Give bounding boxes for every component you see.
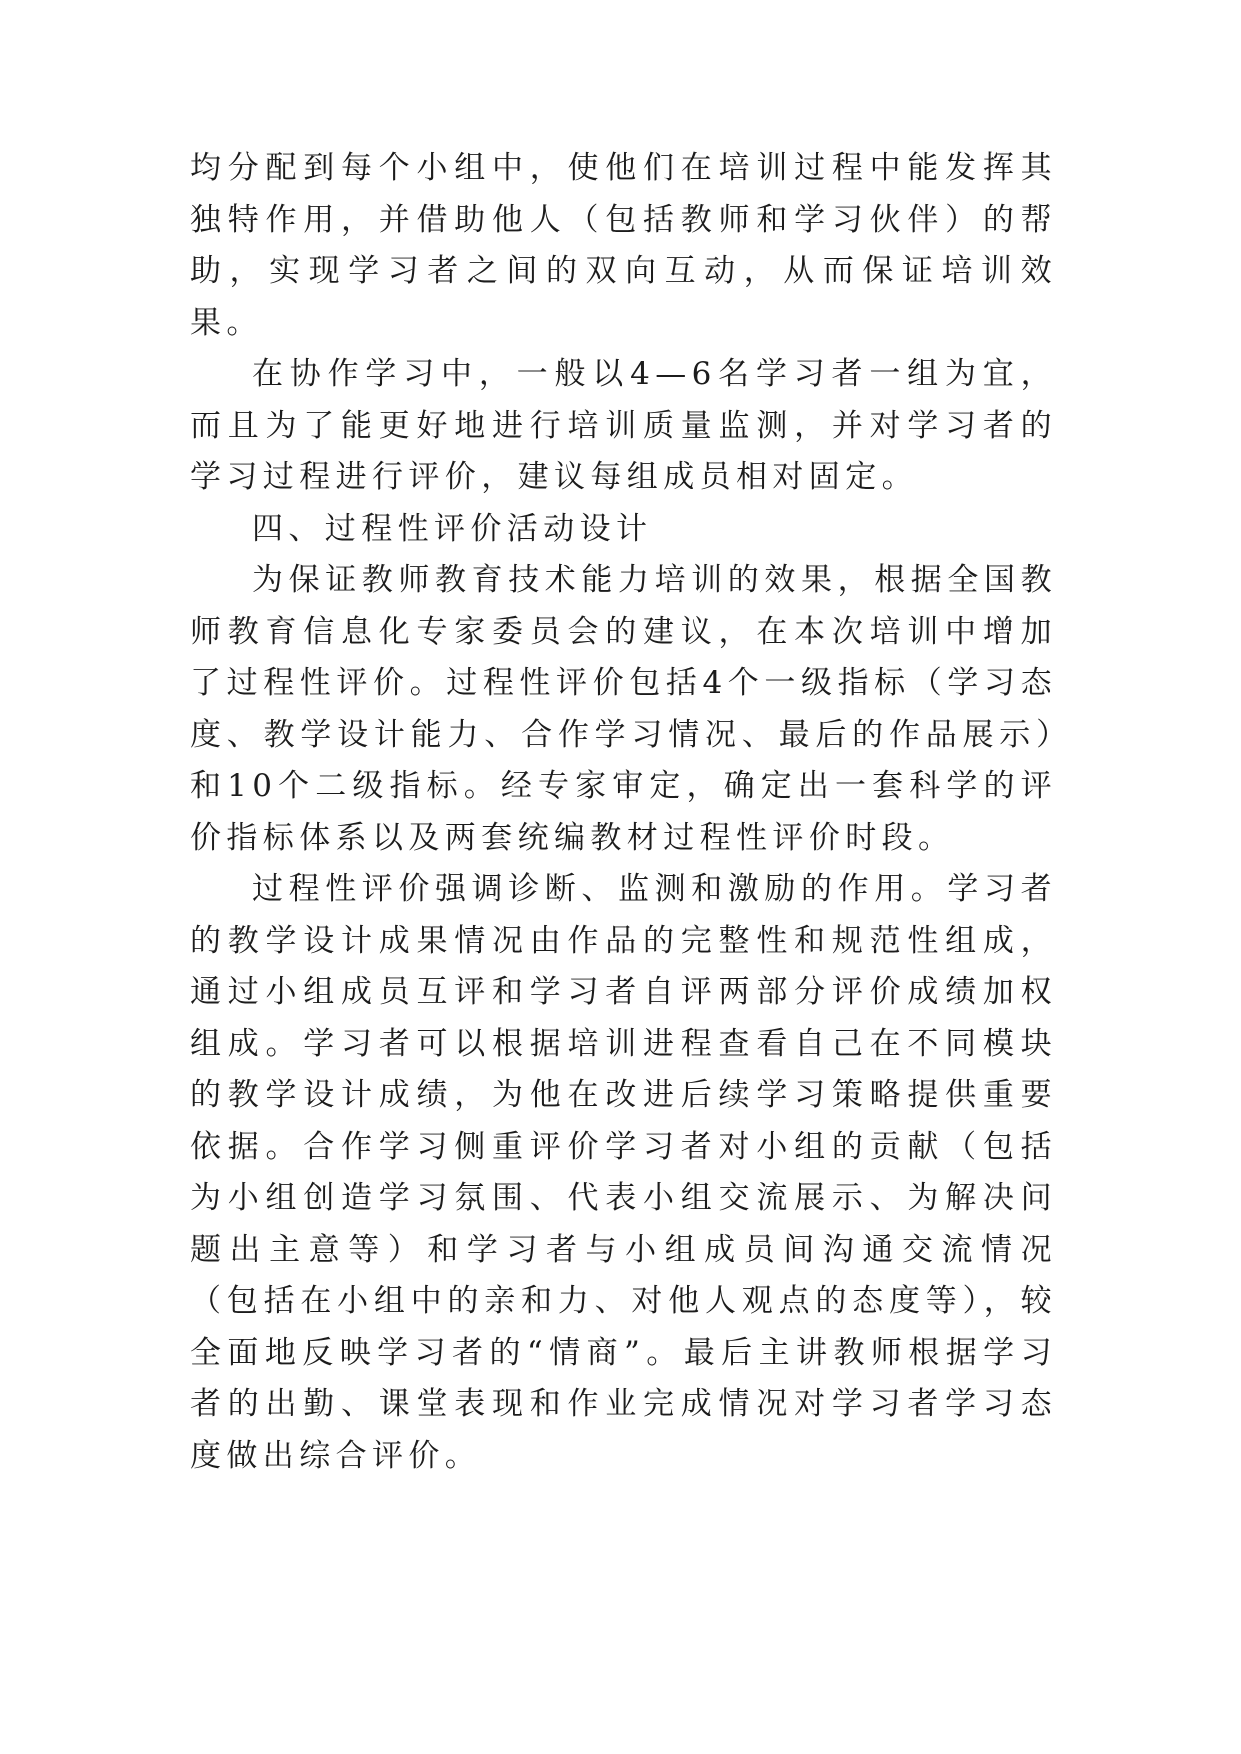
section-heading-process-evaluation: 四、过程性评价活动设计	[252, 510, 653, 547]
paragraph-group-size: 在协作学习中，一般以4—6名学习者一组为宜，而且为了能更好地进行培训质量监测，并对学习者的学习过程进行评价，建议每组成员相对固定。	[190, 356, 1057, 495]
paragraph-evaluation-details: 过程性评价强调诊断、监测和激励的作用。学习者的教学设计成果情况由作品的完整性和规范性组成，通过小组成员互评和学习者自评两部分评价成绩加权组成。学习者可以根据培训进程查看自己在不同模块的教学设计成绩，为他在改进后续学习策略提供重要依据。合作学习侧重评价学习者对小组的贡献（包括为小组创造学习氛围、代表小组交流展示、为解决问题出主意等）和学习者与小组成员间沟通交流情况（包括在小组中的亲和力、对他人观点的态度等），较全面地反映学习者的“情商”。最后主讲教师根据学习者的出勤、课堂表现和作业完成情况对学习者学习态度做出综合评价。	[190, 871, 1057, 1474]
document-body	[190, 143, 1057, 1482]
paragraph-evaluation-indicators: 为保证教师教育技术能力培训的效果，根据全国教师教育信息化专家委员会的建议，在本次培训中增加了过程性评价。过程性评价包括4个一级指标（学习态度、教学设计能力、合作学习情况、最后的作品展示）和10个二级指标。经专家审定，确定出一套科学的评价指标体系以及两套统编教材过程性评价时段。	[190, 562, 1057, 856]
paragraph-continuation: 均分配到每个小组中，使他们在培训过程中能发挥其独特作用，并借助他人（包括教师和学习伙伴）的帮助，实现学习者之间的双向互动，从而保证培训效果。	[190, 150, 1057, 341]
